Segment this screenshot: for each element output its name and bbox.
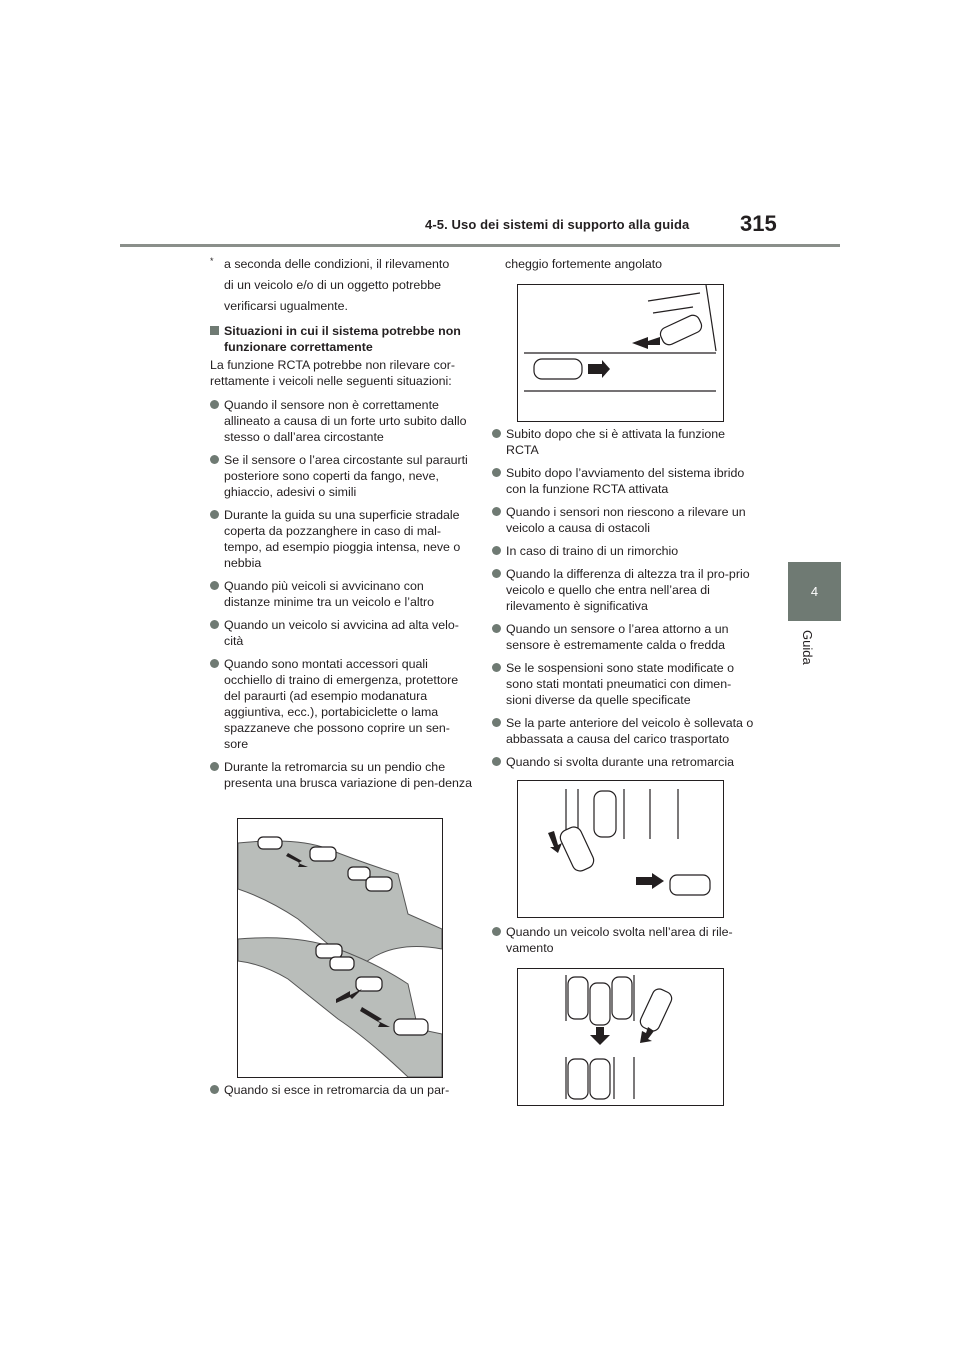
footnote-line: di un veicolo e/o di un oggetto potrebbe — [224, 278, 441, 292]
section-title: 4-5. Uso dei sistemi di supporto alla guida — [425, 217, 690, 232]
bullet-icon — [210, 455, 219, 464]
bullet-icon — [492, 927, 501, 936]
bullet-icon — [492, 507, 501, 516]
bullet-icon — [210, 659, 219, 668]
chapter-tab: 4 — [788, 562, 841, 621]
continuation-text: cheggio fortemente angolato — [505, 257, 663, 271]
list-item: Durante la retromarcia su un pendio che presenta una brusca variazione di pen-denza — [210, 759, 472, 791]
list-item: Durante la guida su una superficie stradale coperta da pozzanghere in caso di mal-tempo, ad esempio pioggia intensa, neve o nebbia — [210, 507, 472, 571]
bullet-icon — [210, 581, 219, 590]
list-item: Quando un sensore o l’area attorno a un sensore è estremamente calda o fredda — [492, 621, 754, 653]
chapter-label: Guida — [800, 630, 815, 665]
list-item: Quando il sensore non è correttamente allineato a causa di un forte urto subito dallo stesso o dall’area circostante — [210, 397, 472, 445]
bullet-icon — [492, 624, 501, 633]
footnote-marker: * — [210, 256, 214, 266]
bullet-icon — [210, 1085, 219, 1094]
bullet-icon — [210, 620, 219, 629]
list-item: Quando un veicolo svolta nell’area di rile-vamento — [492, 924, 754, 956]
list-item: Se il sensore o l’area circostante sul paraurti posteriore sono coperti da fango, neve, ghiaccio, adesivi o simili — [210, 452, 472, 500]
bullet-icon — [492, 429, 501, 438]
square-bullet-icon — [210, 326, 219, 335]
list-item: Se la parte anteriore del veicolo è sollevata o abbassata a causa del carico trasportato — [492, 715, 754, 747]
list-item: Quando un veicolo si avvicina ad alta velo-cità — [210, 617, 472, 649]
footnote-line: verificarsi ugualmente. — [224, 299, 348, 313]
right-bullet-list — [492, 426, 754, 777]
bullet-icon — [492, 757, 501, 766]
page-number: 315 — [740, 211, 777, 236]
list-item: Quando la differenza di altezza tra il pro-prio veicolo e quello che entra nell’area di rilevamento è significativa — [492, 566, 754, 614]
list-item: Quando i sensori non riescono a rilevare un veicolo a causa di ostacoli — [492, 504, 754, 536]
list-item: Quando sono montati accessori quali occhiello di traino di emergenza, protettore del paraurti (ad esempio modanatura aggiuntiva, ecc.), portabiciclette o lama spazzaneve che possono coprire un sen-sore — [210, 656, 472, 752]
bullet-icon — [492, 546, 501, 555]
footnote-line: a seconda delle condizioni, il rilevamento — [224, 257, 450, 271]
reverse-turn-illustration — [517, 780, 724, 918]
bullet-icon — [492, 468, 501, 477]
list-item: Subito dopo che si è attivata la funzione RCTA — [492, 426, 754, 458]
bullet-icon — [210, 762, 219, 771]
bullet-icon — [492, 718, 501, 727]
bullet-icon — [210, 400, 219, 409]
intro-paragraph: La funzione RCTA potrebbe non rilevare cor-rettamente i veicoli nelle seguenti situazioni: — [210, 358, 455, 388]
list-item: Quando si svolta durante una retromarcia — [492, 754, 754, 770]
bullet-icon — [492, 663, 501, 672]
header-rule — [120, 244, 840, 247]
list-item: In caso di traino di un rimorchio — [492, 543, 754, 559]
section-heading: Situazioni in cui il sistema potrebbe non funzionare correttamente — [210, 323, 480, 355]
list-item: Se le sospensioni sono state modificate o sono stati montati pneumatici con dimen-sioni diverse da quelle specificate — [492, 660, 754, 708]
list-item: Quando più veicoli si avvicinano con distanze minime tra un veicolo e l’altro — [210, 578, 472, 610]
footnote — [210, 256, 480, 319]
slope-illustration — [237, 818, 443, 1078]
right-bullet-list-end — [492, 924, 754, 963]
bullet-icon — [210, 510, 219, 519]
left-bullet-list — [210, 397, 472, 798]
left-bullet-list-end — [210, 1082, 472, 1105]
vehicle-turning-illustration — [517, 968, 724, 1106]
bullet-icon — [492, 569, 501, 578]
list-item: Quando si esce in retromarcia da un par- — [210, 1082, 472, 1098]
list-item: Subito dopo l’avviamento del sistema ibrido con la funzione RCTA attivata — [492, 465, 754, 497]
angled-parking-illustration — [517, 284, 724, 422]
